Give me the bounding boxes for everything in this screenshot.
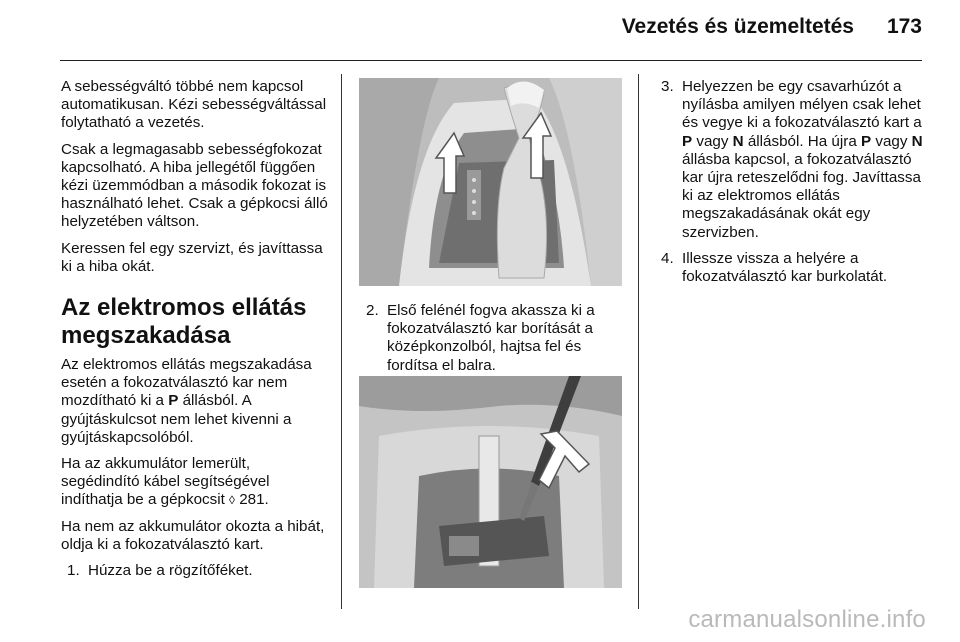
list-item: 3. Helyezzen be egy csavarhúzót a nyílásba amilyen mélyen csak lehet és vegye ki a fokozatválasztó kart a P vagy N állásból. Ha újra P vagy N állásba kapcsol, a fokozatválasztó kar újra reteszelődni fog. Javíttassa ki az elektromos ellátás megszakadásának okát egy szervizben. — [661, 78, 923, 241]
list-item: 2. Első felénél fogva akassza ki a fokozatválasztó kar borítását a középkonzolból, hajtsa fel és fordítsa el balra. — [366, 302, 595, 374]
page-title: Vezetés és üzemeltetés — [621, 15, 854, 38]
paragraph-service: Keressen fel egy szervizt, és javíttassa ki a hiba okát. — [61, 239, 323, 275]
paragraph-power-loss: Az elektromos ellátás megszakadása esetén a fokozatválasztó kar nem mozdítható ki a P állásból. A gyújtáskulcsot nem lehet kivenni a gyújtáskapcsolóból. — [61, 356, 312, 446]
column-3 — [655, 78, 927, 294]
paragraph-highest-gear: Csak a legmagasabb sebességfokozat kapcsolható. A hiba jellegétől függően kézi üzemmódban a második fokozat is használható lehet. Csak a gépkocsi álló helyzetében váltson. — [61, 140, 328, 231]
section-heading: Az elektromos ellátás megszakadása — [61, 294, 307, 350]
column-divider-left — [341, 74, 342, 609]
column-divider-right — [638, 74, 639, 609]
header-rule — [60, 60, 922, 61]
paragraph-manual-mode: A sebességváltó többé nem kapcsol automatikusan. Kézi sebességváltással folytatható a vezetés. — [61, 78, 327, 132]
page-reference[interactable]: 281. — [234, 491, 269, 509]
page-header — [60, 0, 922, 52]
paragraph-jump-start: Ha az akkumulátor lemerült, segédindító kábel segítségével indíthatja be a gépkocsit ◊ 281. — [61, 455, 270, 509]
page-number: 173 — [886, 15, 922, 38]
screwdriver-illustration — [359, 376, 622, 588]
column-2 — [360, 302, 622, 383]
list-item: 1. Húzza be a rögzítőféket. — [67, 562, 253, 580]
column-1 — [61, 78, 329, 588]
list-item: 4. Illessze vissza a helyére a fokozatválasztó kar burkolatát. — [661, 249, 888, 286]
watermark: carmanualsonline.info — [688, 606, 926, 633]
paragraph-release-lever: Ha nem az akkumulátor okozta a hibát, oldja ki a fokozatválasztó kart. — [61, 517, 325, 553]
steps-list — [655, 78, 927, 286]
steps-list — [61, 562, 329, 580]
gear-selector-illustration — [359, 78, 622, 286]
steps-list — [360, 302, 622, 375]
page-reference-icon: ◊ — [229, 493, 235, 508]
